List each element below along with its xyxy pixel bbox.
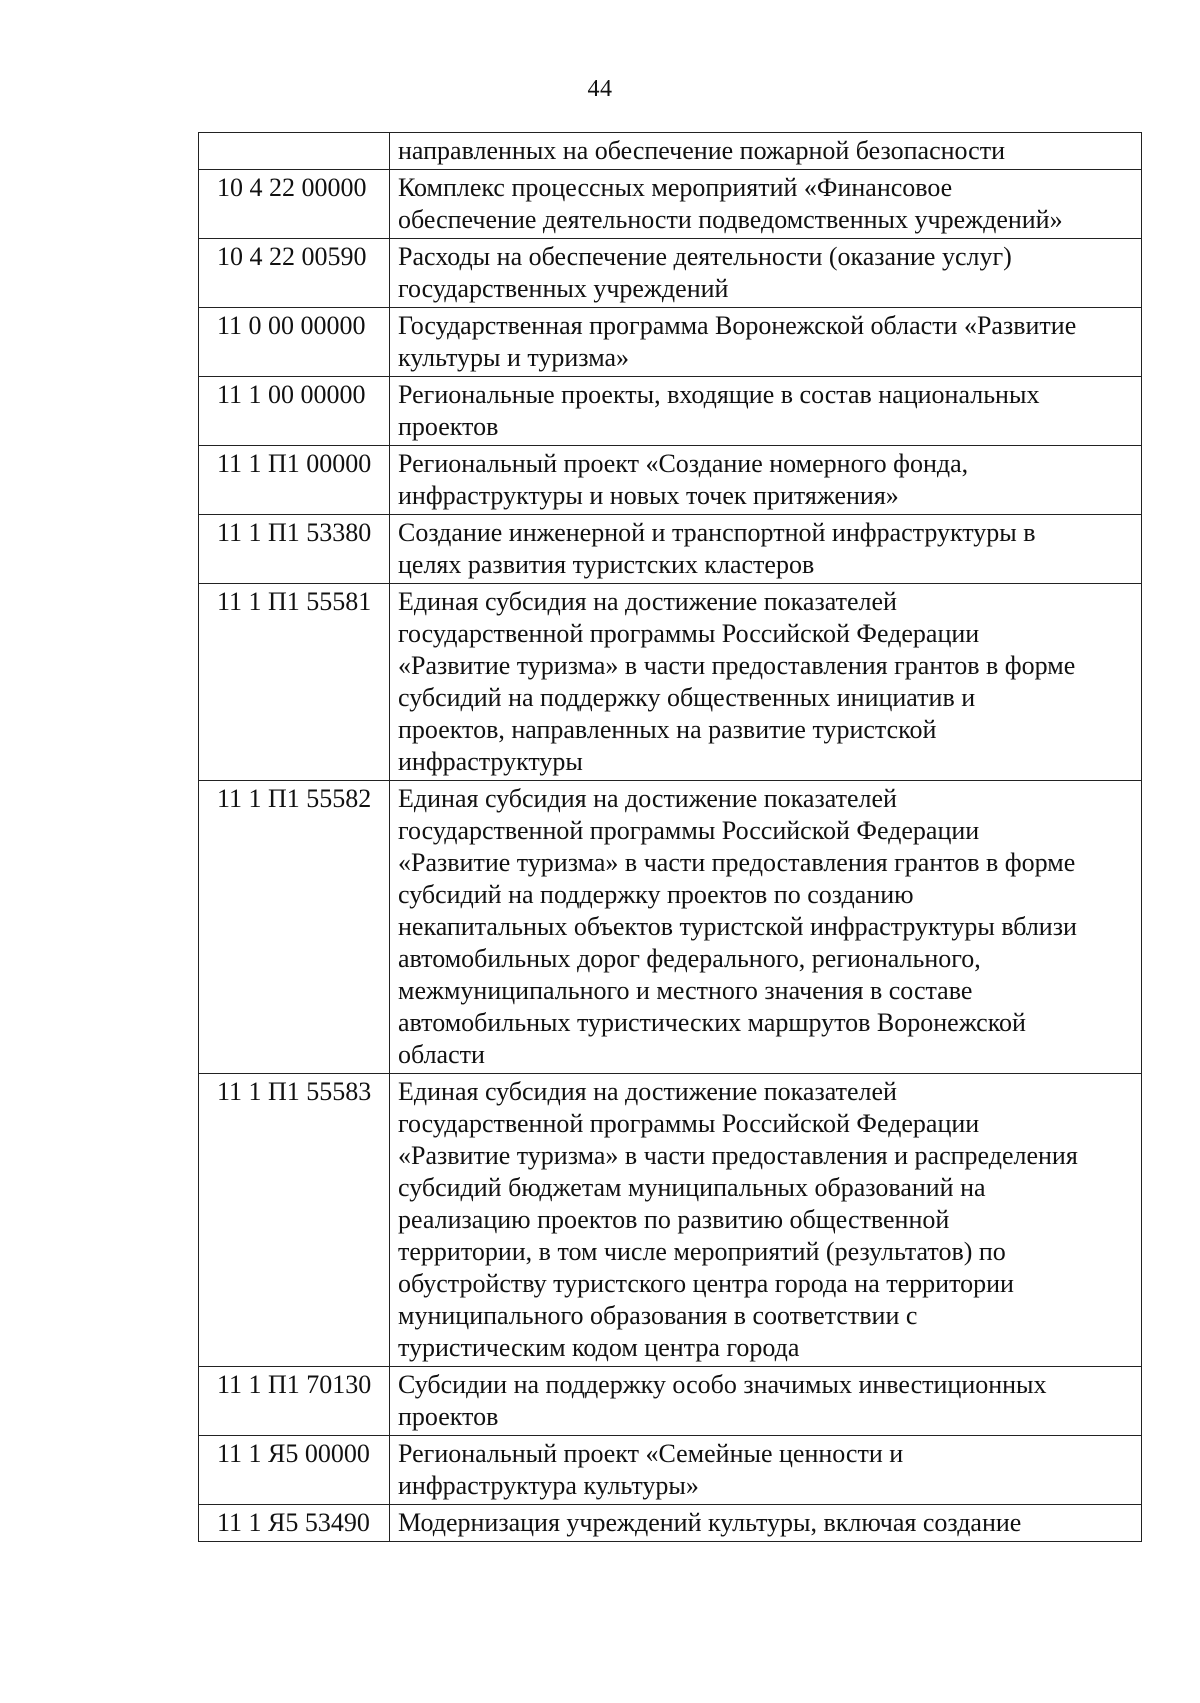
description-line: Расходы на обеспечение деятельности (оказание услуг): [398, 242, 1012, 271]
description-line: проектов: [398, 1402, 499, 1431]
description-line: Единая субсидия на достижение показателей: [398, 1077, 897, 1106]
expense-description: [390, 170, 1142, 239]
expense-description: [390, 584, 1142, 781]
classification-code: 10 4 22 00590: [199, 239, 390, 308]
description-line: обеспечение деятельности подведомственных учреждений»: [398, 205, 1063, 234]
classification-code: 11 1 00 00000: [199, 377, 390, 446]
description-line: муниципального образования в соответствии с: [398, 1301, 918, 1330]
page-number: 44: [587, 76, 613, 102]
description-line: Региональный проект «Семейные ценности и: [398, 1439, 904, 1468]
expense-description: [390, 1367, 1142, 1436]
description-line: обустройству туристского центра города на территории: [398, 1269, 1014, 1298]
expense-description: [390, 446, 1142, 515]
description-line: некапитальных объектов туристской инфраструктуры вблизи: [398, 912, 1077, 941]
description-line: проектов: [398, 412, 499, 441]
expense-description: [390, 781, 1142, 1074]
table-body: [199, 133, 1142, 1542]
description-line: Единая субсидия на достижение показателей: [398, 587, 897, 616]
description-line: Субсидии на поддержку особо значимых инвестиционных: [398, 1370, 1047, 1399]
description-line: субсидий на поддержку проектов по созданию: [398, 880, 914, 909]
expense-description: [390, 133, 1142, 170]
description-line: межмуниципального и местного значения в составе: [398, 976, 973, 1005]
classification-code: 11 1 П1 55582: [199, 781, 390, 1074]
table-row: [199, 781, 1142, 1074]
expense-description: [390, 515, 1142, 584]
description-line: реализацию проектов по развитию общественной: [398, 1205, 950, 1234]
table-row: [199, 446, 1142, 515]
description-line: «Развитие туризма» в части предоставления грантов в форме: [398, 651, 1076, 680]
table-row: [199, 239, 1142, 308]
description-line: Региональные проекты, входящие в состав национальных: [398, 380, 1040, 409]
table-row: [199, 377, 1142, 446]
classification-code: 11 1 П1 00000: [199, 446, 390, 515]
classification-code: 11 1 Я5 53490: [199, 1505, 390, 1542]
table-row: [199, 584, 1142, 781]
description-line: «Развитие туризма» в части предоставления и распределения: [398, 1141, 1078, 1170]
table-row: [199, 133, 1142, 170]
description-line: Региональный проект «Создание номерного фонда,: [398, 449, 969, 478]
table-row: [199, 1367, 1142, 1436]
description-line: Государственная программа Воронежской области «Развитие: [398, 311, 1077, 340]
description-line: направленных на обеспечение пожарной безопасности: [398, 136, 1006, 165]
description-line: государственных учреждений: [398, 274, 729, 303]
classification-code: 11 0 00 00000: [199, 308, 390, 377]
description-line: автомобильных туристических маршрутов Воронежской: [398, 1008, 1026, 1037]
description-line: субсидий на поддержку общественных инициатив и: [398, 683, 976, 712]
description-line: культуры и туризма»: [398, 343, 630, 372]
expense-description: [390, 308, 1142, 377]
classification-code: 10 4 22 00000: [199, 170, 390, 239]
expense-description: [390, 377, 1142, 446]
expense-description: [390, 1505, 1142, 1542]
description-line: туристическим кодом центра города: [398, 1333, 800, 1362]
expense-description: [390, 239, 1142, 308]
description-line: территории, в том числе мероприятий (результатов) по: [398, 1237, 1006, 1266]
budget-classification-table: [198, 132, 1142, 1542]
description-line: субсидий бюджетам муниципальных образований на: [398, 1173, 986, 1202]
expense-description: [390, 1436, 1142, 1505]
classification-code: 11 1 П1 55583: [199, 1074, 390, 1367]
expense-description: [390, 1074, 1142, 1367]
classification-code: 11 1 Я5 00000: [199, 1436, 390, 1505]
table-row: [199, 1505, 1142, 1542]
description-line: области: [398, 1040, 485, 1069]
description-line: инфраструктура культуры»: [398, 1471, 699, 1500]
description-line: «Развитие туризма» в части предоставления грантов в форме: [398, 848, 1076, 877]
description-line: Создание инженерной и транспортной инфраструктуры в: [398, 518, 1036, 547]
description-line: проектов, направленных на развитие туристской: [398, 715, 937, 744]
description-line: Модернизация учреждений культуры, включая создание: [398, 1508, 1022, 1537]
description-line: государственной программы Российской Федерации: [398, 619, 980, 648]
description-line: автомобильных дорог федерального, регионального,: [398, 944, 981, 973]
description-line: инфраструктуры: [398, 747, 583, 776]
description-line: инфраструктуры и новых точек притяжения»: [398, 481, 899, 510]
classification-code: 11 1 П1 53380: [199, 515, 390, 584]
table-row: [199, 1436, 1142, 1505]
description-line: государственной программы Российской Федерации: [398, 816, 980, 845]
classification-code: 11 1 П1 70130: [199, 1367, 390, 1436]
classification-code: [199, 133, 390, 170]
classification-code: 11 1 П1 55581: [199, 584, 390, 781]
description-line: государственной программы Российской Федерации: [398, 1109, 980, 1138]
table-row: [199, 515, 1142, 584]
table-row: [199, 170, 1142, 239]
table-row: [199, 1074, 1142, 1367]
description-line: Комплекс процессных мероприятий «Финансовое: [398, 173, 953, 202]
description-line: Единая субсидия на достижение показателей: [398, 784, 897, 813]
table-row: [199, 308, 1142, 377]
description-line: целях развития туристских кластеров: [398, 550, 815, 579]
